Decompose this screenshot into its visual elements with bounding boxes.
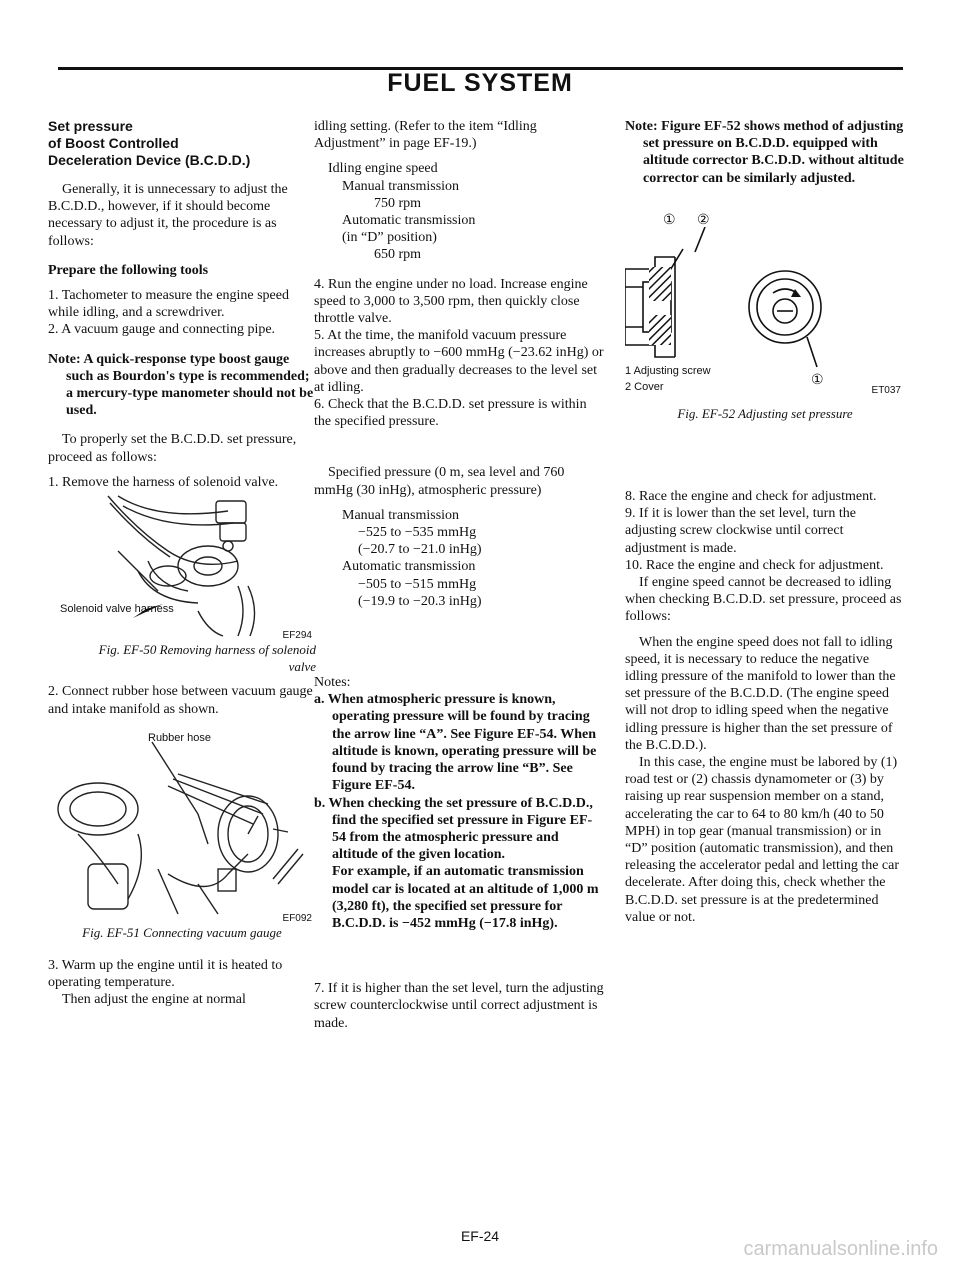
step-9: 9. If it is lower than the set level, turn the adjusting screw clockwise until correct adjustment is made. xyxy=(625,506,856,556)
fig52-callout-1: ① xyxy=(663,210,676,227)
proceed-paragraph: To properly set the B.C.D.D. set pressure, proceed as follows: xyxy=(48,432,297,465)
idling-ref: idling setting. (Refer to the item “Idling Adjustment” in page EF-19.) xyxy=(314,119,537,152)
tool-1: 1. Tachometer to measure the engine speed while idling, and a screwdriver. xyxy=(48,288,289,321)
watermark: carmanualsonline.info xyxy=(743,1238,938,1260)
paragraph-idling: When the engine speed does not fall to idling speed, it is necessary to reduce the negative idling pressure of the manifold to lower than the set pressure of the B.C.D.D. (The engine speed will not drop to idling speed when the negative idling pressure is higher than the set pressure of the B.C.D.D.). xyxy=(625,634,896,753)
tools-heading: Prepare the following tools xyxy=(48,262,209,278)
spec-at-v2: (−19.9 to −20.3 inHg) xyxy=(358,593,482,609)
step-7: 7. If it is higher than the set level, turn the adjusting screw counterclockwise until correct adjustment is made. xyxy=(314,981,604,1031)
fig52-legend-1: 1 Adjusting screw xyxy=(625,364,711,377)
spec-head: Specified pressure (0 m, sea level and 760 mmHg (30 inHg), atmospheric pressure) xyxy=(314,465,565,498)
step-4: 4. Run the engine under no load. Increase engine speed to 3,000 to 3,500 rpm, then quickly close throttle valve. xyxy=(314,276,588,327)
step-10-cont: If engine speed cannot be decreased to idling when checking B.C.D.D. set pressure, proceed as follows: xyxy=(625,575,902,625)
fig50-id: EF294 xyxy=(282,630,312,642)
section-heading xyxy=(48,118,316,169)
figure-ef51 xyxy=(48,724,316,924)
step-6: 6. Check that the B.C.D.D. set pressure is within the specified pressure. xyxy=(314,397,587,430)
note-gauge: Note: A quick-response type boost gauge such as Bourdon's type is recommended; a mercury-type manometer should not be used. xyxy=(48,351,314,419)
notes-head: Notes: xyxy=(314,675,351,691)
step-2: 2. Connect rubber hose between vacuum gauge and intake manifold as shown. xyxy=(48,684,313,717)
section-heading-line-1: Set pressure xyxy=(48,118,133,134)
fig51-label: Rubber hose xyxy=(148,731,211,744)
fig50-label: Solenoid valve harness xyxy=(60,603,174,616)
step-10: 10. Race the engine and check for adjustment. xyxy=(625,557,884,573)
intro-paragraph: Generally, it is unnecessary to adjust the B.C.D.D., however, if it should become necessary to adjust it, the procedure is as follows: xyxy=(48,182,288,249)
page-title: FUEL SYSTEM xyxy=(387,69,573,97)
fig52-callout-2: ② xyxy=(697,210,710,227)
fig50-caption: Fig. EF-50 Removing harness of solenoid valve xyxy=(98,642,316,675)
figure-ef52 xyxy=(625,210,905,397)
column-left xyxy=(48,118,316,1009)
fig52-callout-3: ① xyxy=(811,370,824,387)
spec-at-v1: −505 to −515 mmHg xyxy=(358,576,477,592)
step-8: 8. Race the engine and check for adjustment. xyxy=(625,489,877,505)
idle-at: Automatic transmission xyxy=(342,213,476,229)
note-b: b. When checking the set pressure of B.C.D.D., find the specified set pressure in Figure EF-54 from the atmospheric pressure and altitude of the given location. xyxy=(314,795,593,863)
figure-ef50 xyxy=(48,491,316,641)
fig51-caption: Fig. EF-51 Connecting vacuum gauge xyxy=(82,924,282,940)
step-3-cont: Then adjust the engine at normal xyxy=(62,992,246,1008)
fig52-id: ET037 xyxy=(871,384,901,396)
step-3: 3. Warm up the engine until it is heated to operating temperature. xyxy=(48,958,283,991)
spec-at: Automatic transmission xyxy=(342,559,476,575)
section-heading-line-2: of Boost Controlled xyxy=(48,135,179,151)
page-number: EF-24 xyxy=(460,1228,500,1244)
tool-2: 2. A vacuum gauge and connecting pipe. xyxy=(48,322,276,338)
section-heading-line-3: Deceleration Device (B.C.D.D.) xyxy=(48,152,251,168)
paragraph-labored: In this case, the engine must be labored by (1) road test or (2) chassis dynamometer or (3) by raising up rear suspension member on a stand, accelerating the car to 64 to 80 km/h (40 to 50 MPH) in top gear (manual transmission) or in “D” position (automatic transmission), and then releasing the accelerator pedal and letting the car decelerate. After doing this, check whether the B.C.D.D. set pressure is at the predetermined value or not. xyxy=(625,755,900,925)
fig51-id: EF092 xyxy=(282,912,312,924)
fig52-legend-2: 2 Cover xyxy=(625,380,664,393)
column-middle xyxy=(314,118,604,1032)
column-right xyxy=(625,118,905,926)
fig52-caption: Fig. EF-52 Adjusting set pressure xyxy=(677,405,853,421)
idle-at-pos: (in “D” position) xyxy=(342,230,437,246)
spec-mt-v1: −525 to −535 mmHg xyxy=(358,525,477,541)
idle-mt-val: 750 rpm xyxy=(374,195,422,211)
idle-at-val: 650 rpm xyxy=(374,247,422,263)
spec-mt-v2: (−20.7 to −21.0 inHg) xyxy=(358,542,482,558)
note-fig52: Note: Figure EF-52 shows method of adjusting set pressure on B.C.D.D. equipped with altitude corrector B.C.D.D. without altitude corrector can be similarly adjusted. xyxy=(625,119,904,186)
note-a: a. When atmospheric pressure is known, operating pressure will be found by tracing the arrow line “A”. See Figure EF-54. When altitude is known, operating pressure will be found by tracing the arrow line “B”. See Figure EF-54. xyxy=(314,692,597,794)
step-5: 5. At the time, the manifold vacuum pressure increases abruptly to −600 mmHg (−23.62 inHg) or above and then gradually decreases to the level set at idling. xyxy=(314,328,604,395)
idle-head: Idling engine speed xyxy=(328,161,438,177)
solenoid-harness-illustration xyxy=(48,491,316,641)
idle-mt: Manual transmission xyxy=(342,178,460,194)
vacuum-gauge-illustration xyxy=(48,724,316,924)
step-1: 1. Remove the harness of solenoid valve. xyxy=(48,474,279,490)
spec-mt: Manual transmission xyxy=(342,507,460,523)
note-b-example: For example, if an automatic transmission model car is located at an altitude of 1,000 m (3,280 ft), the specified set pressure for B.C.D.D. is −452 mmHg (−17.8 inHg). xyxy=(332,864,599,931)
